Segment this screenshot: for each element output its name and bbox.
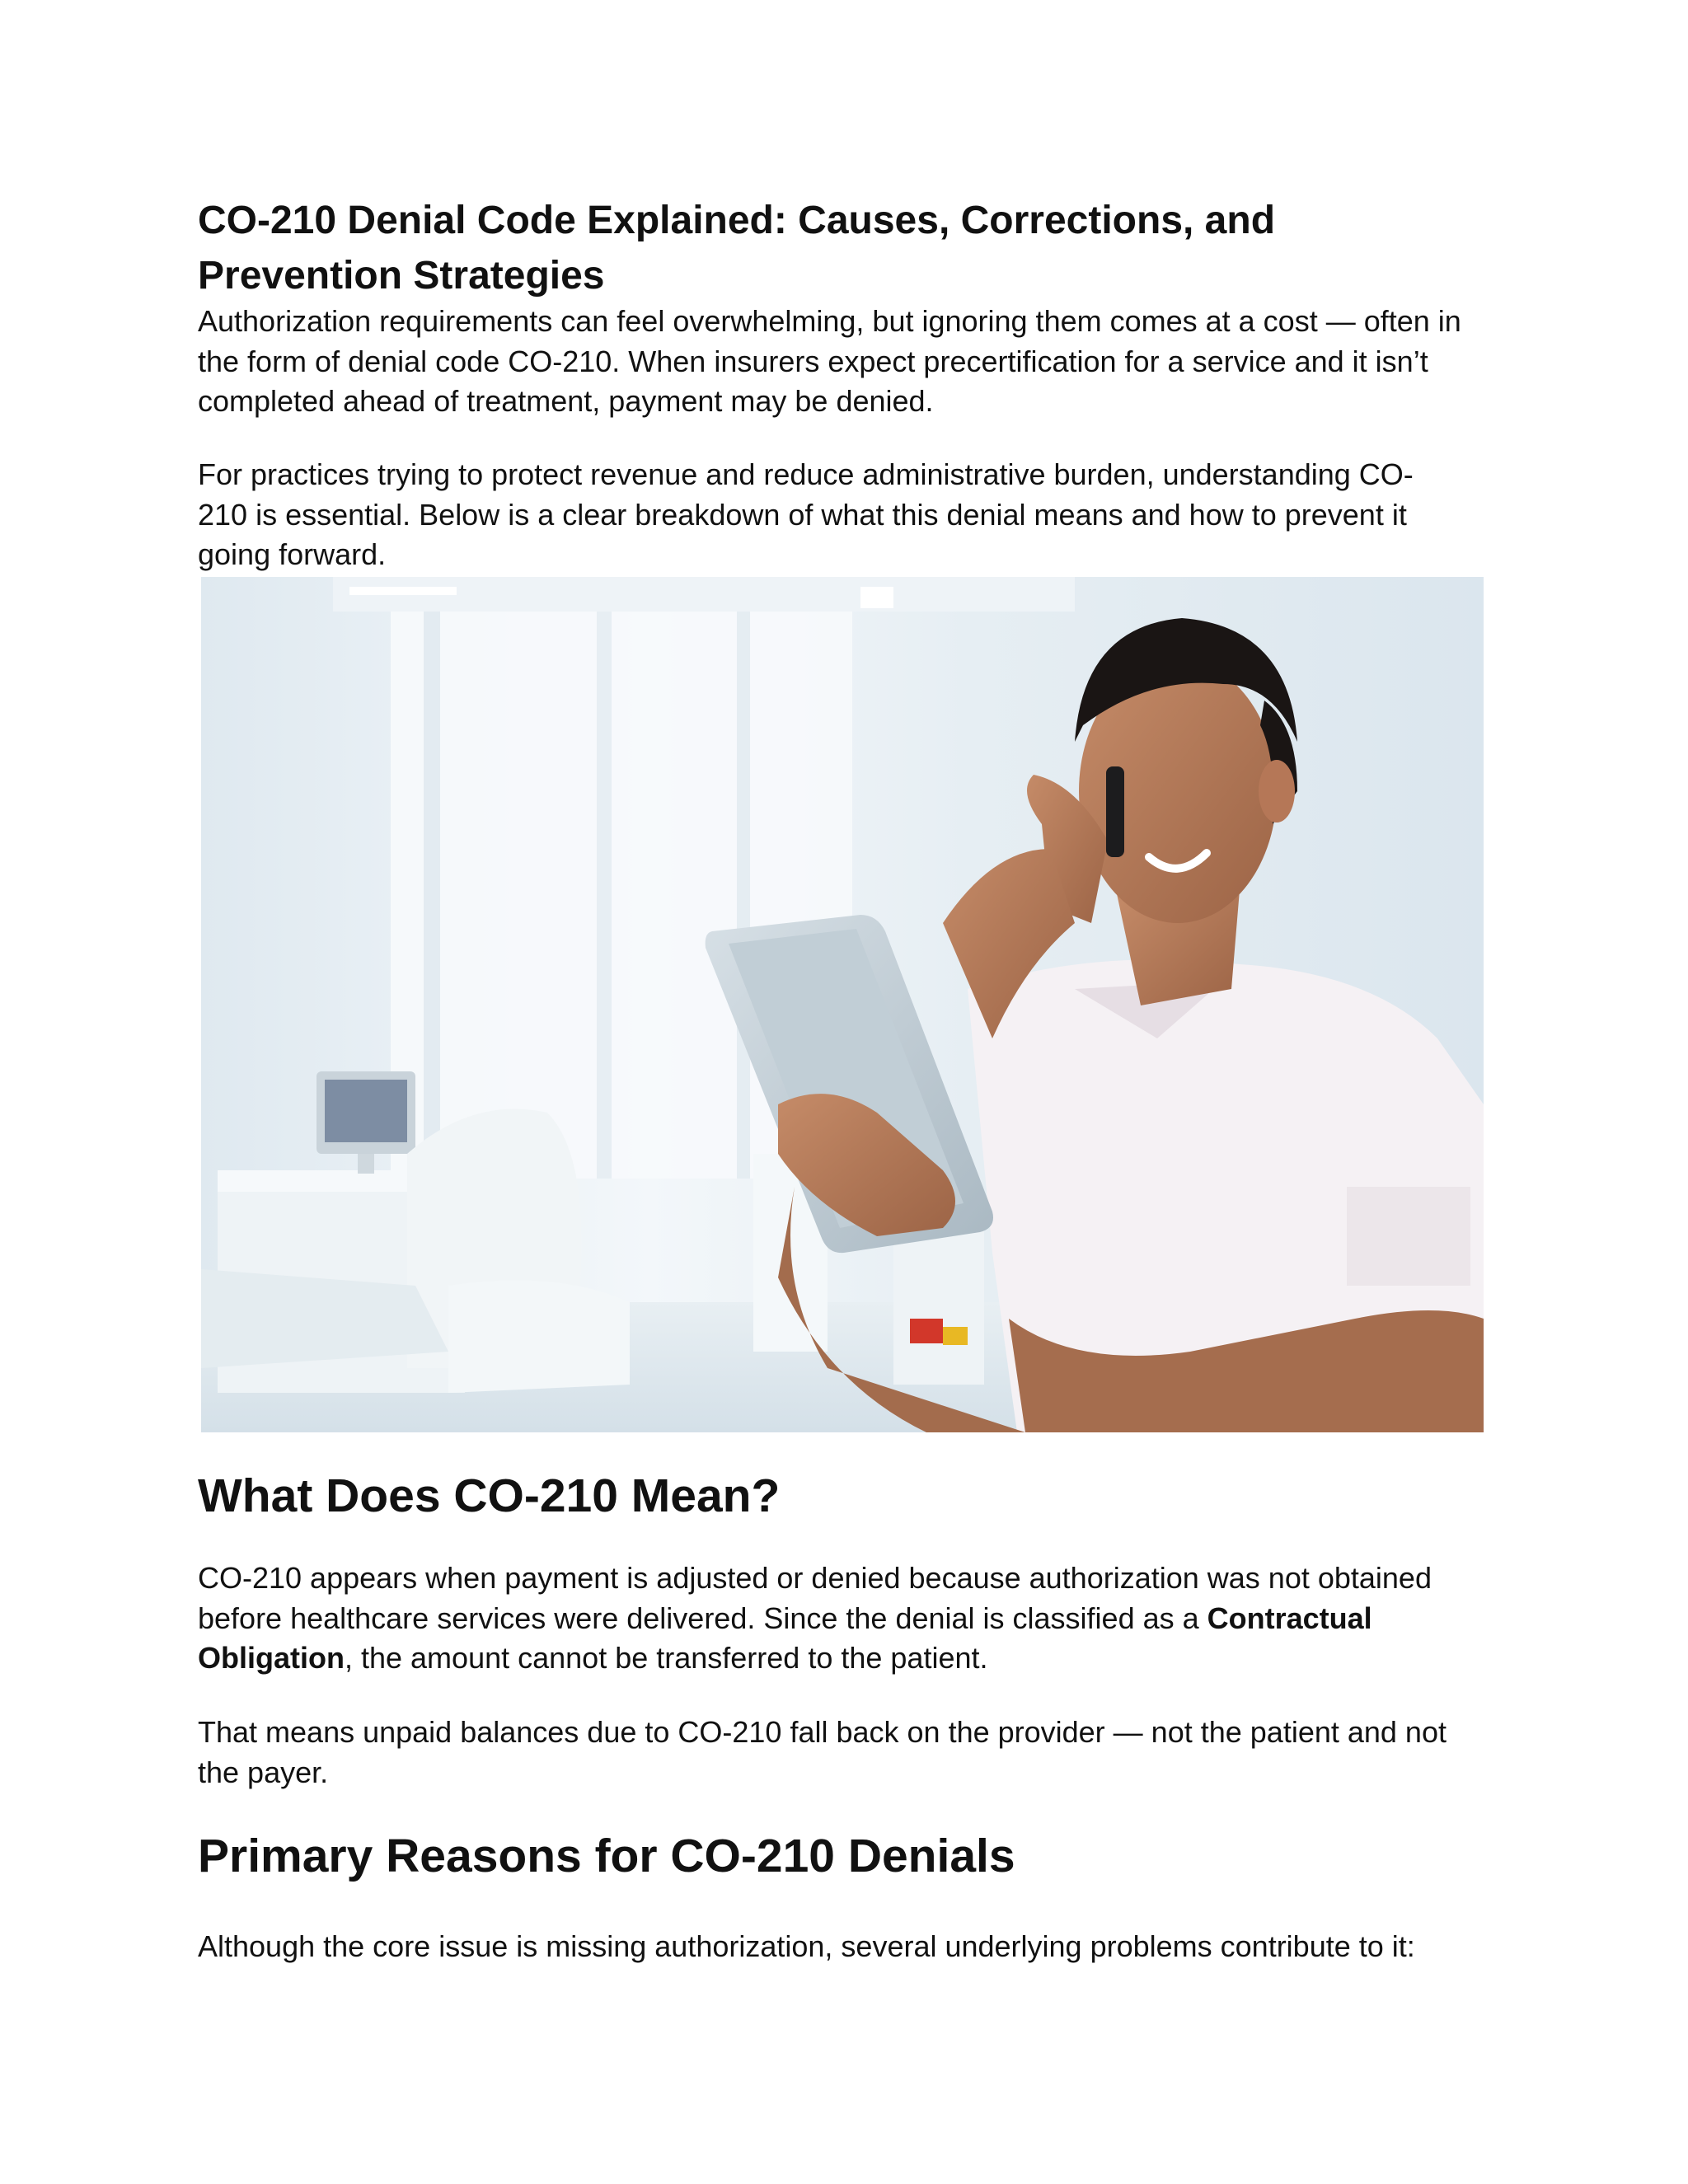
section-1-para-1-text-before: CO-210 appears when payment is adjusted or denied because authorization was not obtained before healthcare services were delivered. Since the denial is classified as a: [198, 1561, 1432, 1635]
contractual-obligation-bold: Contractual Obligation: [198, 1601, 1372, 1675]
intro-paragraph-2: For practices trying to protect revenue and reduce administrative burden, understanding CO-210 is essential. Below is a clear breakdown of what this denial means and how to prevent it going forward.: [198, 457, 1414, 571]
section-2-paragraph-1: Although the core issue is missing authorization, several underlying problems contribute to it:: [198, 1929, 1415, 1963]
section-1-paragraph-2: That means unpaid balances due to CO-210 fall back on the provider — not the patient and not the payer.: [198, 1715, 1447, 1789]
section-1-para-1-text-after: , the amount cannot be transferred to the patient.: [344, 1641, 988, 1675]
article-title: CO-210 Denial Code Explained: Causes, Corrections, and Prevention Strategies: [198, 199, 1276, 298]
hero-photo: [201, 577, 1484, 1432]
intro-paragraph-1: Authorization requirements can feel overwhelming, but ignoring them comes at a cost — often in the form of denial code CO-210. When insurers expect precertification for a service and it isn’t completed ahead of treatment, payment may be denied.: [198, 304, 1461, 418]
section-1-paragraph-1: [198, 1558, 1484, 1679]
section-heading-primary-reasons: Primary Reasons for CO-210 Denials: [198, 1830, 1015, 1882]
section-heading-what-does-co210-mean: What Does CO-210 Mean?: [198, 1469, 781, 1522]
